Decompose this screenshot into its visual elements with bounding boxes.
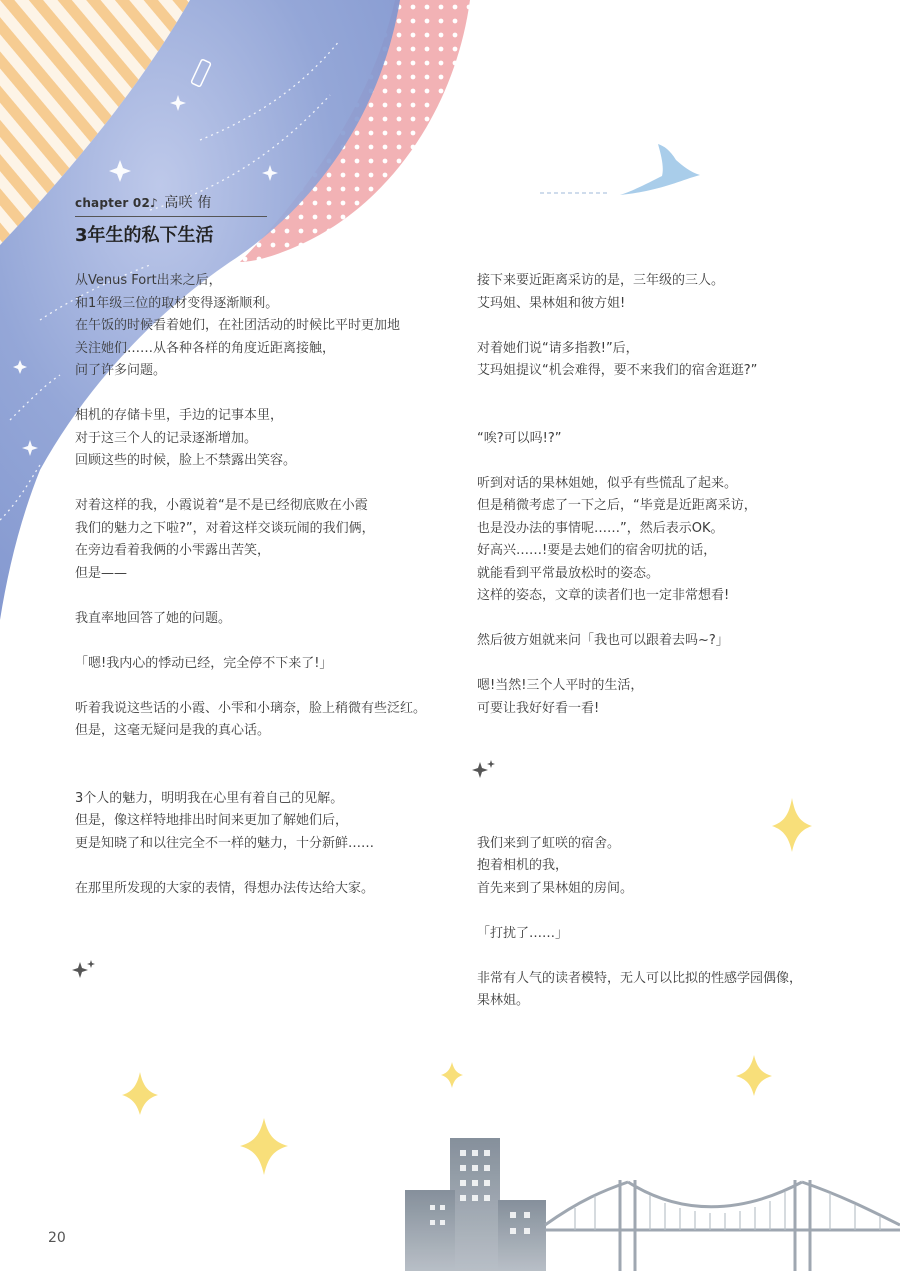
text-line: 首先来到了果林姐的房间。 xyxy=(477,880,634,896)
text-line: 和1年级三位的取材变得逐渐顺利。 xyxy=(75,295,279,311)
text-line: 对着她们说“请多指教!”后， xyxy=(477,340,639,356)
text-line: 艾玛姐、果林姐和彼方姐! xyxy=(477,295,626,311)
chapter-title: 3年生的私下生活 xyxy=(75,225,214,246)
text-line: 「打扰了……」 xyxy=(477,925,569,941)
chapter-number: chapter 02 xyxy=(75,196,151,210)
text-line: 也是没办法的事情呢……”，然后表示OK。 xyxy=(477,520,724,536)
text-line: 但是—— xyxy=(75,565,128,581)
text-line: 嗯!当然!三个人平时的生活， xyxy=(477,678,644,693)
text-line: 艾玛姐提议“机会难得，要不来我们的宿舍逛逛?” xyxy=(477,363,758,378)
text-line: “唉?可以吗!?” xyxy=(477,430,562,446)
text-line: 在午饭的时候看着她们，在社团活动的时候比平时更加地 xyxy=(75,318,401,333)
text-line: 听着我说这些话的小霞、小雫和小璃奈，脸上稍微有些泛红。 xyxy=(75,700,427,716)
sparkle-icon xyxy=(87,960,95,968)
text-line: 抱着相机的我， xyxy=(477,858,569,873)
star-icon xyxy=(736,1055,772,1096)
character-name: 高咲 侑 xyxy=(164,195,212,211)
chapter-label xyxy=(75,192,275,212)
header-divider xyxy=(75,216,267,217)
text-line: 可要让我好好看一看! xyxy=(477,700,600,716)
text-line: 3个人的魅力，明明我在心里有着自己的见解。 xyxy=(75,790,344,806)
text-line: 更是知晓了和以往完全不一样的魅力，十分新鲜…… xyxy=(75,835,375,851)
star-icon xyxy=(441,1062,463,1088)
text-line: 但是，像这样特地排出时间来更加了解她们后， xyxy=(75,813,349,828)
page-number: 20 xyxy=(48,1230,66,1246)
text-line: 非常有人气的读者模特，无人可以比拟的性感学园偶像， xyxy=(477,970,803,986)
chapter-header xyxy=(75,192,275,247)
text-line: 果林姐。 xyxy=(477,993,530,1008)
text-line: 我们来到了虹咲的宿舍。 xyxy=(477,835,621,851)
left-text-column xyxy=(75,270,426,900)
text-line: 就能看到平常最放松时的姿态。 xyxy=(477,565,660,581)
text-line: 对于这三个人的记录逐渐增加。 xyxy=(75,430,258,446)
text-line: 但是稍微考虑了一下之后，“毕竟是近距离采访， xyxy=(477,498,757,513)
text-line: 但是，这毫无疑问是我的真心话。 xyxy=(75,723,271,738)
text-line: 「嗯!我内心的悸动已经，完全停不下来了!」 xyxy=(75,655,333,671)
text-line: 问了许多问题。 xyxy=(75,363,167,378)
text-line: 相机的存储卡里，手边的记事本里， xyxy=(75,408,284,423)
text-line: 我们的魅力之下啦?”，对着这样交谈玩闹的我们俩， xyxy=(75,520,375,536)
cityscape xyxy=(405,1138,900,1271)
text-line: 回顾这些的时候，脸上不禁露出笑容。 xyxy=(75,453,297,468)
sparkle-icon xyxy=(72,962,88,978)
music-note-icon: ♪ xyxy=(150,196,158,210)
text-line: 关注她们……从各种各样的角度近距离接触， xyxy=(75,340,336,356)
text-line: 对着这样的我，小霞说着“是不是已经彻底败在小霞 xyxy=(75,498,368,513)
bird-icon xyxy=(620,144,700,195)
text-line: 然后彼方姐就来问「我也可以跟着去吗~?」 xyxy=(477,633,729,648)
text-line: 在旁边看着我俩的小雫露出苦笑， xyxy=(75,543,271,558)
star-icon xyxy=(240,1118,288,1175)
text-line: 接下来要近距离采访的是，三年级的三人。 xyxy=(477,273,725,288)
text-line: 我直率地回答了她的问题。 xyxy=(75,610,232,626)
text-line: 从Venus Fort出来之后， xyxy=(75,273,222,288)
text-line: 听到对话的果林姐她，似乎有些慌乱了起来。 xyxy=(477,475,738,491)
text-line: 在那里所发现的大家的表情，得想办法传达给大家。 xyxy=(75,880,375,896)
text-line: 这样的姿态，文章的读者们也一定非常想看! xyxy=(477,588,730,603)
star-icon xyxy=(122,1072,158,1115)
text-line: 好高兴……!要是去她们的宿舍叨扰的话， xyxy=(477,543,717,558)
right-text-column xyxy=(477,270,802,1013)
